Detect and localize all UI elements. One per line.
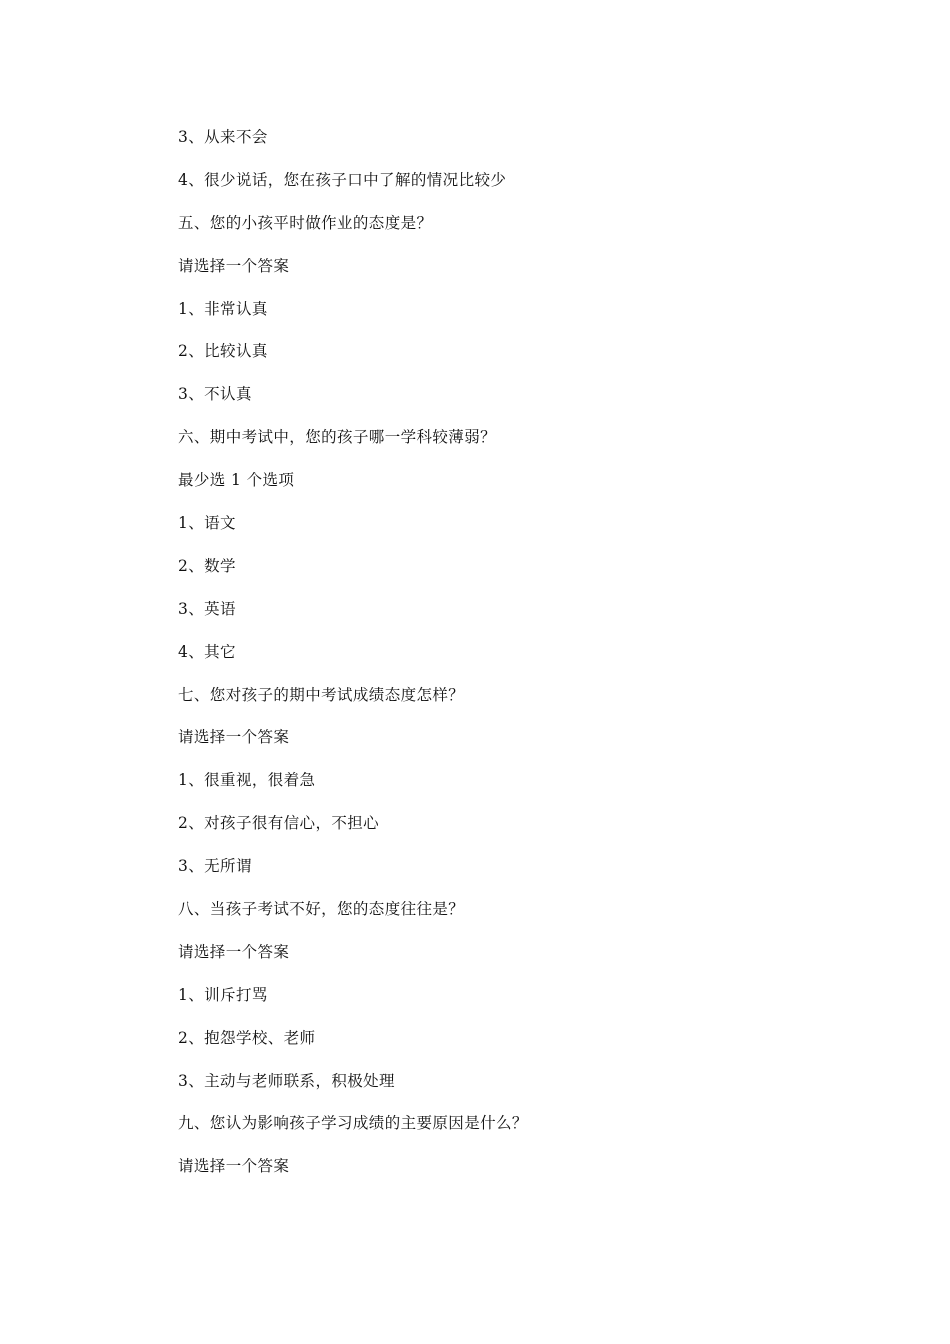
question-heading: 八、当孩子考试不好，您的态度往往是？ — [178, 900, 465, 919]
question-heading: 五、您的小孩平时做作业的态度是？ — [178, 213, 433, 232]
instruction-text: 请选择一个答案 — [178, 942, 290, 961]
question-heading: 六、期中考试中，您的孩子哪一学科较薄弱？ — [178, 428, 497, 447]
option-text: 4、其它 — [178, 642, 236, 661]
instruction-text: 最少选 1 个选项 — [178, 471, 295, 490]
option-text: 2、对孩子很有信心，不担心 — [178, 814, 380, 833]
instruction-text: 请选择一个答案 — [178, 1157, 290, 1176]
option-text: 3、无所谓 — [178, 857, 252, 876]
instruction-text: 请选择一个答案 — [178, 728, 290, 747]
question-heading: 九、您认为影响孩子学习成绩的主要原因是什么？ — [178, 1114, 528, 1133]
option-text: 2、抱怨学校、老师 — [178, 1028, 316, 1047]
question-heading: 七、您对孩子的期中考试成绩态度怎样？ — [178, 685, 465, 704]
option-text: 2、数学 — [178, 556, 236, 575]
option-text: 1、很重视，很着急 — [178, 771, 316, 790]
instruction-text: 请选择一个答案 — [178, 256, 290, 275]
option-text: 3、不认真 — [178, 385, 252, 404]
option-text: 2、比较认真 — [178, 342, 268, 361]
document-body — [178, 126, 878, 1198]
option-text: 3、英语 — [178, 599, 236, 618]
option-text: 1、语文 — [178, 514, 236, 533]
option-text: 3、主动与老师联系，积极处理 — [178, 1071, 395, 1090]
option-text: 1、训斥打骂 — [178, 985, 268, 1004]
option-text: 1、非常认真 — [178, 299, 268, 318]
option-text: 4、很少说话，您在孩子口中了解的情况比较少 — [178, 170, 507, 189]
option-text: 3、从来不会 — [178, 128, 268, 146]
